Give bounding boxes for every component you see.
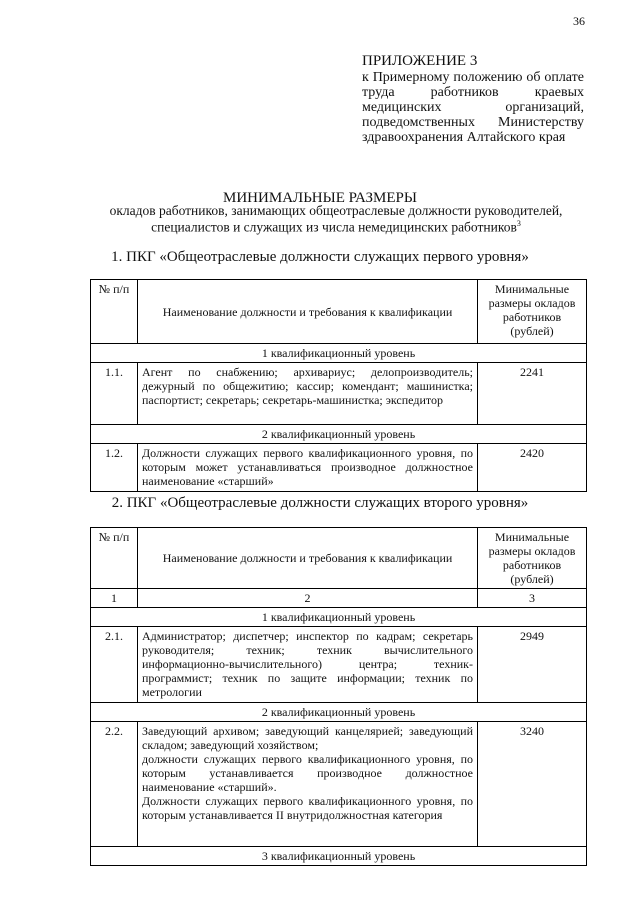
column-number-row xyxy=(91,589,587,608)
row-text-part: должности служащих первого квалификационного уровня, по которым устанавливается производное должностное наименование «старший». xyxy=(142,752,473,794)
table-row xyxy=(91,344,587,363)
appendix-text: к Примерному положению об оплате труда работников краевых медицинских организаций, подведомственных Министерству здравоохранения Алтайского края xyxy=(362,70,584,145)
table-row xyxy=(91,722,587,847)
table-row xyxy=(91,444,587,492)
row-text-part: Заведующий архивом; заведующий канцелярией; заведующий складом; заведующий хозяйством; xyxy=(142,724,473,752)
row-number: 1.1. xyxy=(91,363,138,425)
col-header-position: Наименование должности и требования к квалификации xyxy=(138,528,478,589)
row-number: 2.2. xyxy=(91,722,138,847)
appendix-title: ПРИЛОЖЕНИЕ 3 xyxy=(362,53,478,69)
row-text-part: Должности служащих первого квалификационного уровня, по которым устанавливается II внутридолжностная категория xyxy=(142,794,473,822)
col-header-number: № п/п xyxy=(91,528,138,589)
row-position-text: Должности служащих первого квалификационного уровня, по которым может устанавливаться производное должностное наименование «старший» xyxy=(138,444,478,492)
row-position-text xyxy=(138,722,478,847)
row-salary: 2241 xyxy=(478,363,587,425)
level-label: 1 квалификационный уровень xyxy=(91,344,587,363)
col-header-position: Наименование должности и требования к квалификации xyxy=(138,280,478,344)
row-position-text: Администратор; диспетчер; инспектор по кадрам; секретарь руководителя; техник; техник вычислительного информационно-вычислительного) центра; техник-программист; техник по защите информации; техник по метрологии xyxy=(138,627,478,703)
col-number-2: 2 xyxy=(138,589,478,608)
table-section-2 xyxy=(90,527,587,866)
page-number: 36 xyxy=(573,14,585,28)
level-label: 1 квалификационный уровень xyxy=(91,608,587,627)
level-label: 2 квалификационный уровень xyxy=(91,703,587,722)
level-label: 2 квалификационный уровень xyxy=(91,425,587,444)
document-subtitle xyxy=(88,204,584,234)
footnote-mark: 3 xyxy=(516,219,521,228)
level-label: 3 квалификационный уровень xyxy=(91,847,587,866)
row-position-text: Агент по снабжению; архивариус; делопроизводитель; дежурный по общежитию; кассир; комендант; машинистка; паспортист; секретарь; секретарь-машинистка; экспедитор xyxy=(138,363,478,425)
section-2-title: 2. ПКГ «Общеотраслевые должности служащих второго уровня» xyxy=(111,495,529,511)
col-number-3: 3 xyxy=(478,589,587,608)
table-row xyxy=(91,425,587,444)
row-number: 1.2. xyxy=(91,444,138,492)
subtitle-text: окладов работников, занимающих общеотраслевые должности руководителей, специалистов и служащих из числа немедицинских работников xyxy=(109,203,563,235)
row-salary: 3240 xyxy=(478,722,587,847)
row-salary: 2420 xyxy=(478,444,587,492)
table-row xyxy=(91,363,587,425)
table-row xyxy=(91,847,587,866)
table-row xyxy=(91,703,587,722)
row-number: 2.1. xyxy=(91,627,138,703)
table-section-1 xyxy=(90,279,587,492)
table-header-row xyxy=(91,280,587,344)
col-number-1: 1 xyxy=(91,589,138,608)
appendix-block xyxy=(362,53,584,145)
section-1-title: 1. ПКГ «Общеотраслевые должности служащих первого уровня» xyxy=(111,249,529,265)
table-header-row xyxy=(91,528,587,589)
row-salary: 2949 xyxy=(478,627,587,703)
col-header-salary: Минимальные размеры окладов работников (рублей) xyxy=(478,528,587,589)
table-row xyxy=(91,627,587,703)
table-row xyxy=(91,608,587,627)
col-header-number: № п/п xyxy=(91,280,138,344)
document-title: МИНИМАЛЬНЫЕ РАЗМЕРЫ xyxy=(223,190,417,206)
col-header-salary: Минимальные размеры окладов работников (рублей) xyxy=(478,280,587,344)
